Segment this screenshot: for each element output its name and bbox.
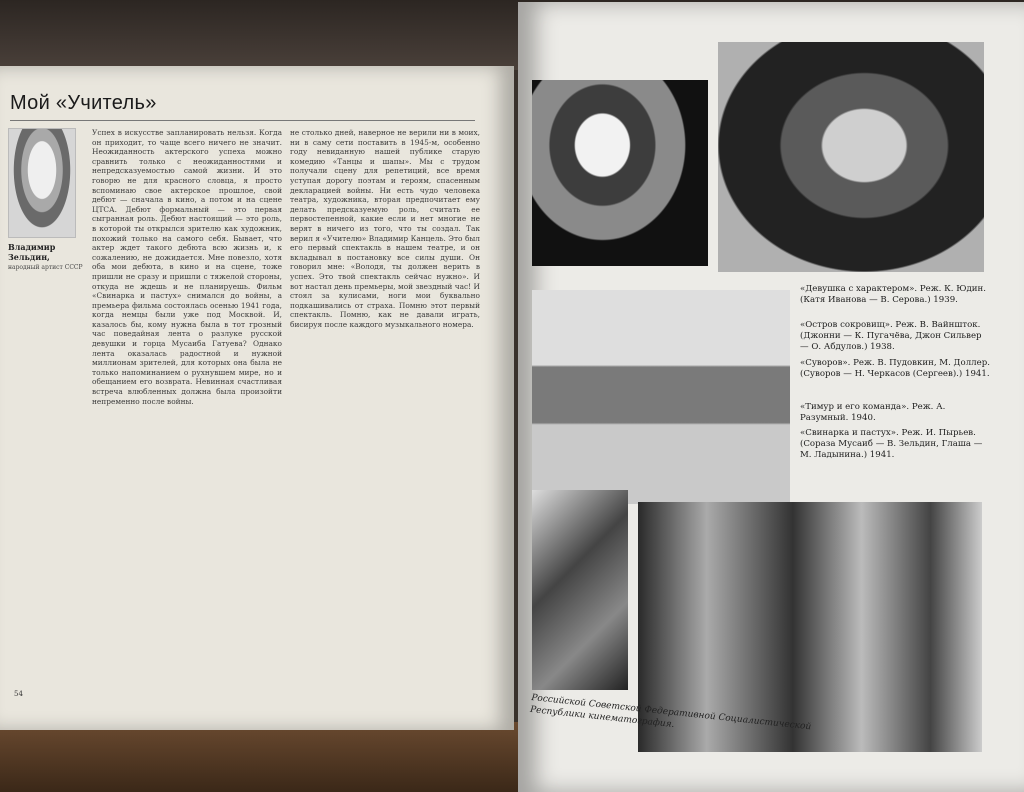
author-name: Владимир Зельдин, <box>8 242 56 262</box>
text-column-1: Успех в искусстве запланировать нельзя. Когда он приходит, то чаще всего ничего не значит. Неожиданность актерского успеха можно сравнить только с неожиданностями и непредсказуемостью самой жизни. И это говорю не для красного словца, я просто вспоминаю свое актерское прошлое, свой дебют — сначала в кино, а потом и на сцене ЦТСА. Дебют формальный — это первая сыгранная роль. Дебют настоящий — это роль, в которой ты открылся зрителю как художник, похожий только на самого себя. Бывает, что актер ждет такого дебюта всю жизнь и, к сожалению, не дожидается. Мне повезло, хотя оба мои дебюта, в кино и на сцене, тоже пришли не сразу и пришли с тяжелой стороны, откуда не ждешь и не планируешь. Фильм «Свинарка и пастух» снимался до войны, а премьера фильма состоялась осенью 1941 года, когда немцы были уже под Москвой. И, казалось бы, кому нужна была в тот грозный час поведайная лента о разлуке русской девушки и горца Мусаиба Гатуева? Однако лента оказалась радостной и нужной миллионам зрителей, для которых она была не только напоминанием о рухнувшем мире, но и обещанием его возврата. Невинная счастливая встреча влюбленных должна была произойти непременно после войны. <box>92 128 282 406</box>
page-footer-text: Российской Советской Федеративной Социалистической Республики кинематография. <box>529 692 812 733</box>
caption-4: «Тимур и его команда». Реж. А. Разумный. 1940. <box>800 402 946 423</box>
photo-timur <box>532 490 628 690</box>
article-title: Мой «Учитель» <box>10 92 157 114</box>
photo-treasure-island <box>718 42 984 272</box>
caption-1: «Девушка с характером». Реж. К. Юдин. (Катя Иванова — В. Серова.) 1939. <box>800 284 986 305</box>
author-portrait <box>8 128 76 238</box>
caption-3: «Суворов». Реж. В. Пудовкин, М. Доллер. (Суворов — Н. Черкасов (Сергеев).) 1941. <box>800 358 990 379</box>
photo-suvorov <box>532 290 790 504</box>
title-rule <box>10 120 475 121</box>
caption-5: «Свинарка и пастух». Реж. И. Пырьев. (Сораза Мусаиб — В. Зельдин, Глаша — М. Ладынина.) 1941. <box>800 428 983 460</box>
author-role: народный артист СССР <box>8 264 83 271</box>
page-number: 54 <box>14 690 23 698</box>
right-page <box>518 2 1024 792</box>
left-page <box>0 66 514 730</box>
caption-2: «Остров сокровищ». Реж. В. Вайншток. (Джонни — К. Пугачёва, Джон Сильвер — О. Абдулов.) 1938. <box>800 320 982 352</box>
photo-girl-with-character <box>532 80 708 266</box>
text-column-2: не столько дней, наверное не верили ни в моих, ни в саму сети поставить в 1945-м, особенно году невиданную нашей публике старую комедию «Танцы и шапы». Мы с трудом получали сцену для репетиций, все время уступая дорогу поэтам и героям, спасенным декларацией войны. Ни есть чудо человека театра, художника, вторая предпочитает ему делать предсказуемую роль, считать ее первостепенной, какие если и нет многие не верят в ничего из того, что ты создал. Так верил я «Учителю» Владимир Канцель. Это был его первый спектакль в нашем театре, и он вкладывал в постановку все силы души. Он говорил мне: «Володя, ты должен верить в успех. Это твой спектакль сейчас нужно». И вот настал день премьеры, мой звездный час! И стоял за кулисами, ноги мои буквально подкашивались от страха. Помню этот первый спектакль. Помню, как не давали играть, бисируя после каждого музыкального номера. <box>290 128 480 329</box>
